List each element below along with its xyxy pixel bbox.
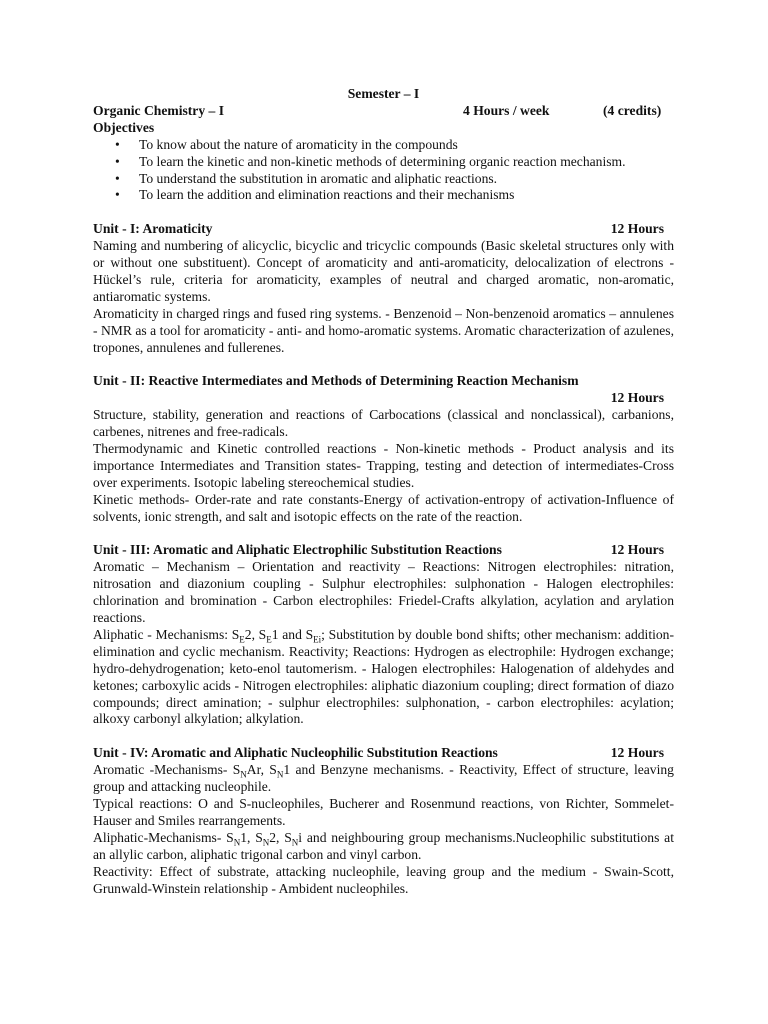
- unit-3-heading: [93, 542, 674, 559]
- unit-4-paragraph: Reactivity: Effect of substrate, attacking nucleophile, leaving group and the medium - Swain-Scott, Grunwald-Winstein relationship - Ambident nucleophiles.: [93, 863, 674, 896]
- unit-1-paragraph: Aromaticity in charged rings and fused ring systems. - Benzenoid – Non-benzenoid aromatics – annulenes - NMR as a tool for aromaticity - anti- and homo-aromatic systems. Aromatic characterization of azulenes, tropones, annulenes and fullerenes.: [93, 305, 674, 355]
- unit-2-hours: 12 Hours: [610, 390, 664, 406]
- objective-item: • To know about the nature of aromaticity in the compounds: [139, 137, 674, 154]
- unit-2-paragraph: Kinetic methods- Order-rate and rate constants-Energy of activation-entropy of activation-Influence of solvents, ionic strength, and salt and isotopic effects on the rate of the reaction.: [93, 491, 674, 524]
- course-hours: 4 Hours / week: [463, 102, 550, 118]
- unit-1-paragraph: Naming and numbering of alicyclic, bicyclic and tricyclic compounds (Basic skeletal structures only with or without one substituent). Concept of aromaticity and anti-aromaticity, delocalization of electrons - Hückel’s rule, criteria for aromaticity, examples of neutral and charged aromatic, non-aromatic, antiaromatic systems.: [93, 238, 674, 304]
- unit-2-paragraph: Structure, stability, generation and reactions of Carbocations (classical and nonclassical), carbanions, carbenes, nitrenes and free-radicals.: [93, 407, 674, 440]
- unit-3-paragraph: Aliphatic - Mechanisms: $S_E2$, $S_E1$ and $S_{Ei}$; Substitution by double bond shifts; other mechanism: addition-elimination and cyclic mechanism. Reactivity; Reactions: Hydrogen as electrophile: Hydrogen exchange; hydro-dehydrogenation; keto-enol tautomerism. - Halogen electrophiles: Halogenation of aldehydes and ketones; carboxylic acids - Nitrogen electrophiles: aliphatic diazonium coupling; direct formation of diazo compounds; direct amination; - sulphur electrophiles: sulphonation, - carbon electrophiles: acylation; alkoxy carbonyl alkylation; alkylation.: [93, 626, 675, 727]
- semester-heading: Semester – I: [347, 86, 420, 101]
- objective-item: • To understand the substitution in aromatic and aliphatic reactions.: [139, 171, 674, 188]
- syllabus-page: [93, 86, 674, 897]
- unit-4-paragraph: Aliphatic-Mechanisms- $S_N1$, $S_N2$, $S_Ni$ and neighbouring group mechanisms.Nucleophilic substitutions at an allylic carbon, aliphatic trigonal carbon and vinyl carbon.: [93, 829, 674, 862]
- objective-item: • To learn the addition and elimination reactions and their mechanisms: [139, 187, 674, 204]
- unit-2-title: Unit - II: Reactive Intermediates and Methods of Determining Reaction Mechanism: [93, 373, 579, 389]
- unit-4-heading: [93, 745, 674, 762]
- unit-4-title: Unit - IV: Aromatic and Aliphatic Nucleophilic Substitution Reactions: [93, 745, 498, 761]
- course-credits: (4 credits): [603, 102, 662, 118]
- unit-2-paragraph: Thermodynamic and Kinetic controlled reactions - Non-kinetic methods - Product analysis and its importance Intermediates and Transition states- Trapping, testing and detection of intermediates-Cross over experiments. Isotopic labeling stereochemical studies.: [93, 441, 674, 490]
- unit-3-hours: 12 Hours: [610, 542, 664, 558]
- objectives-title: Objectives: [93, 119, 155, 135]
- unit-1-heading: [93, 221, 674, 238]
- course-header-row: [93, 103, 674, 120]
- unit-4-hours: 12 Hours: [610, 745, 664, 761]
- unit-3-title: Unit - III: Aromatic and Aliphatic Electrophilic Substitution Reactions: [93, 542, 502, 558]
- objectives-list: [93, 137, 674, 205]
- unit-1-title: Unit - I: Aromaticity: [93, 221, 213, 237]
- objective-item: • To learn the kinetic and non-kinetic methods of determining organic reaction mechanism.: [139, 154, 674, 171]
- unit-4-paragraph: Typical reactions: O and S-nucleophiles, Bucherer and Rosenmund reactions, von Richter, Sommelet-Hauser and Smiles rearrangements.: [93, 796, 674, 828]
- course-title: Organic Chemistry – I: [93, 102, 225, 118]
- unit-4-paragraph: Aromatic -Mechanisms- $S_NAr$, $S_N1$ and Benzyne mechanisms. - Reactivity, Effect of structure, leaving group and attacking nucleophile.: [93, 762, 674, 795]
- unit-3-paragraph: Aromatic – Mechanism – Orientation and reactivity – Reactions: Nitrogen electrophiles: nitration, nitrosation and diazonium coupling - Sulphur electrophiles: sulphonation - Halogen electrophiles: chlorination and bromination - Carbon electrophiles: Friedel-Crafts alkylation, acylation and arylation reactions.: [93, 559, 674, 626]
- unit-1-hours: 12 Hours: [610, 221, 664, 237]
